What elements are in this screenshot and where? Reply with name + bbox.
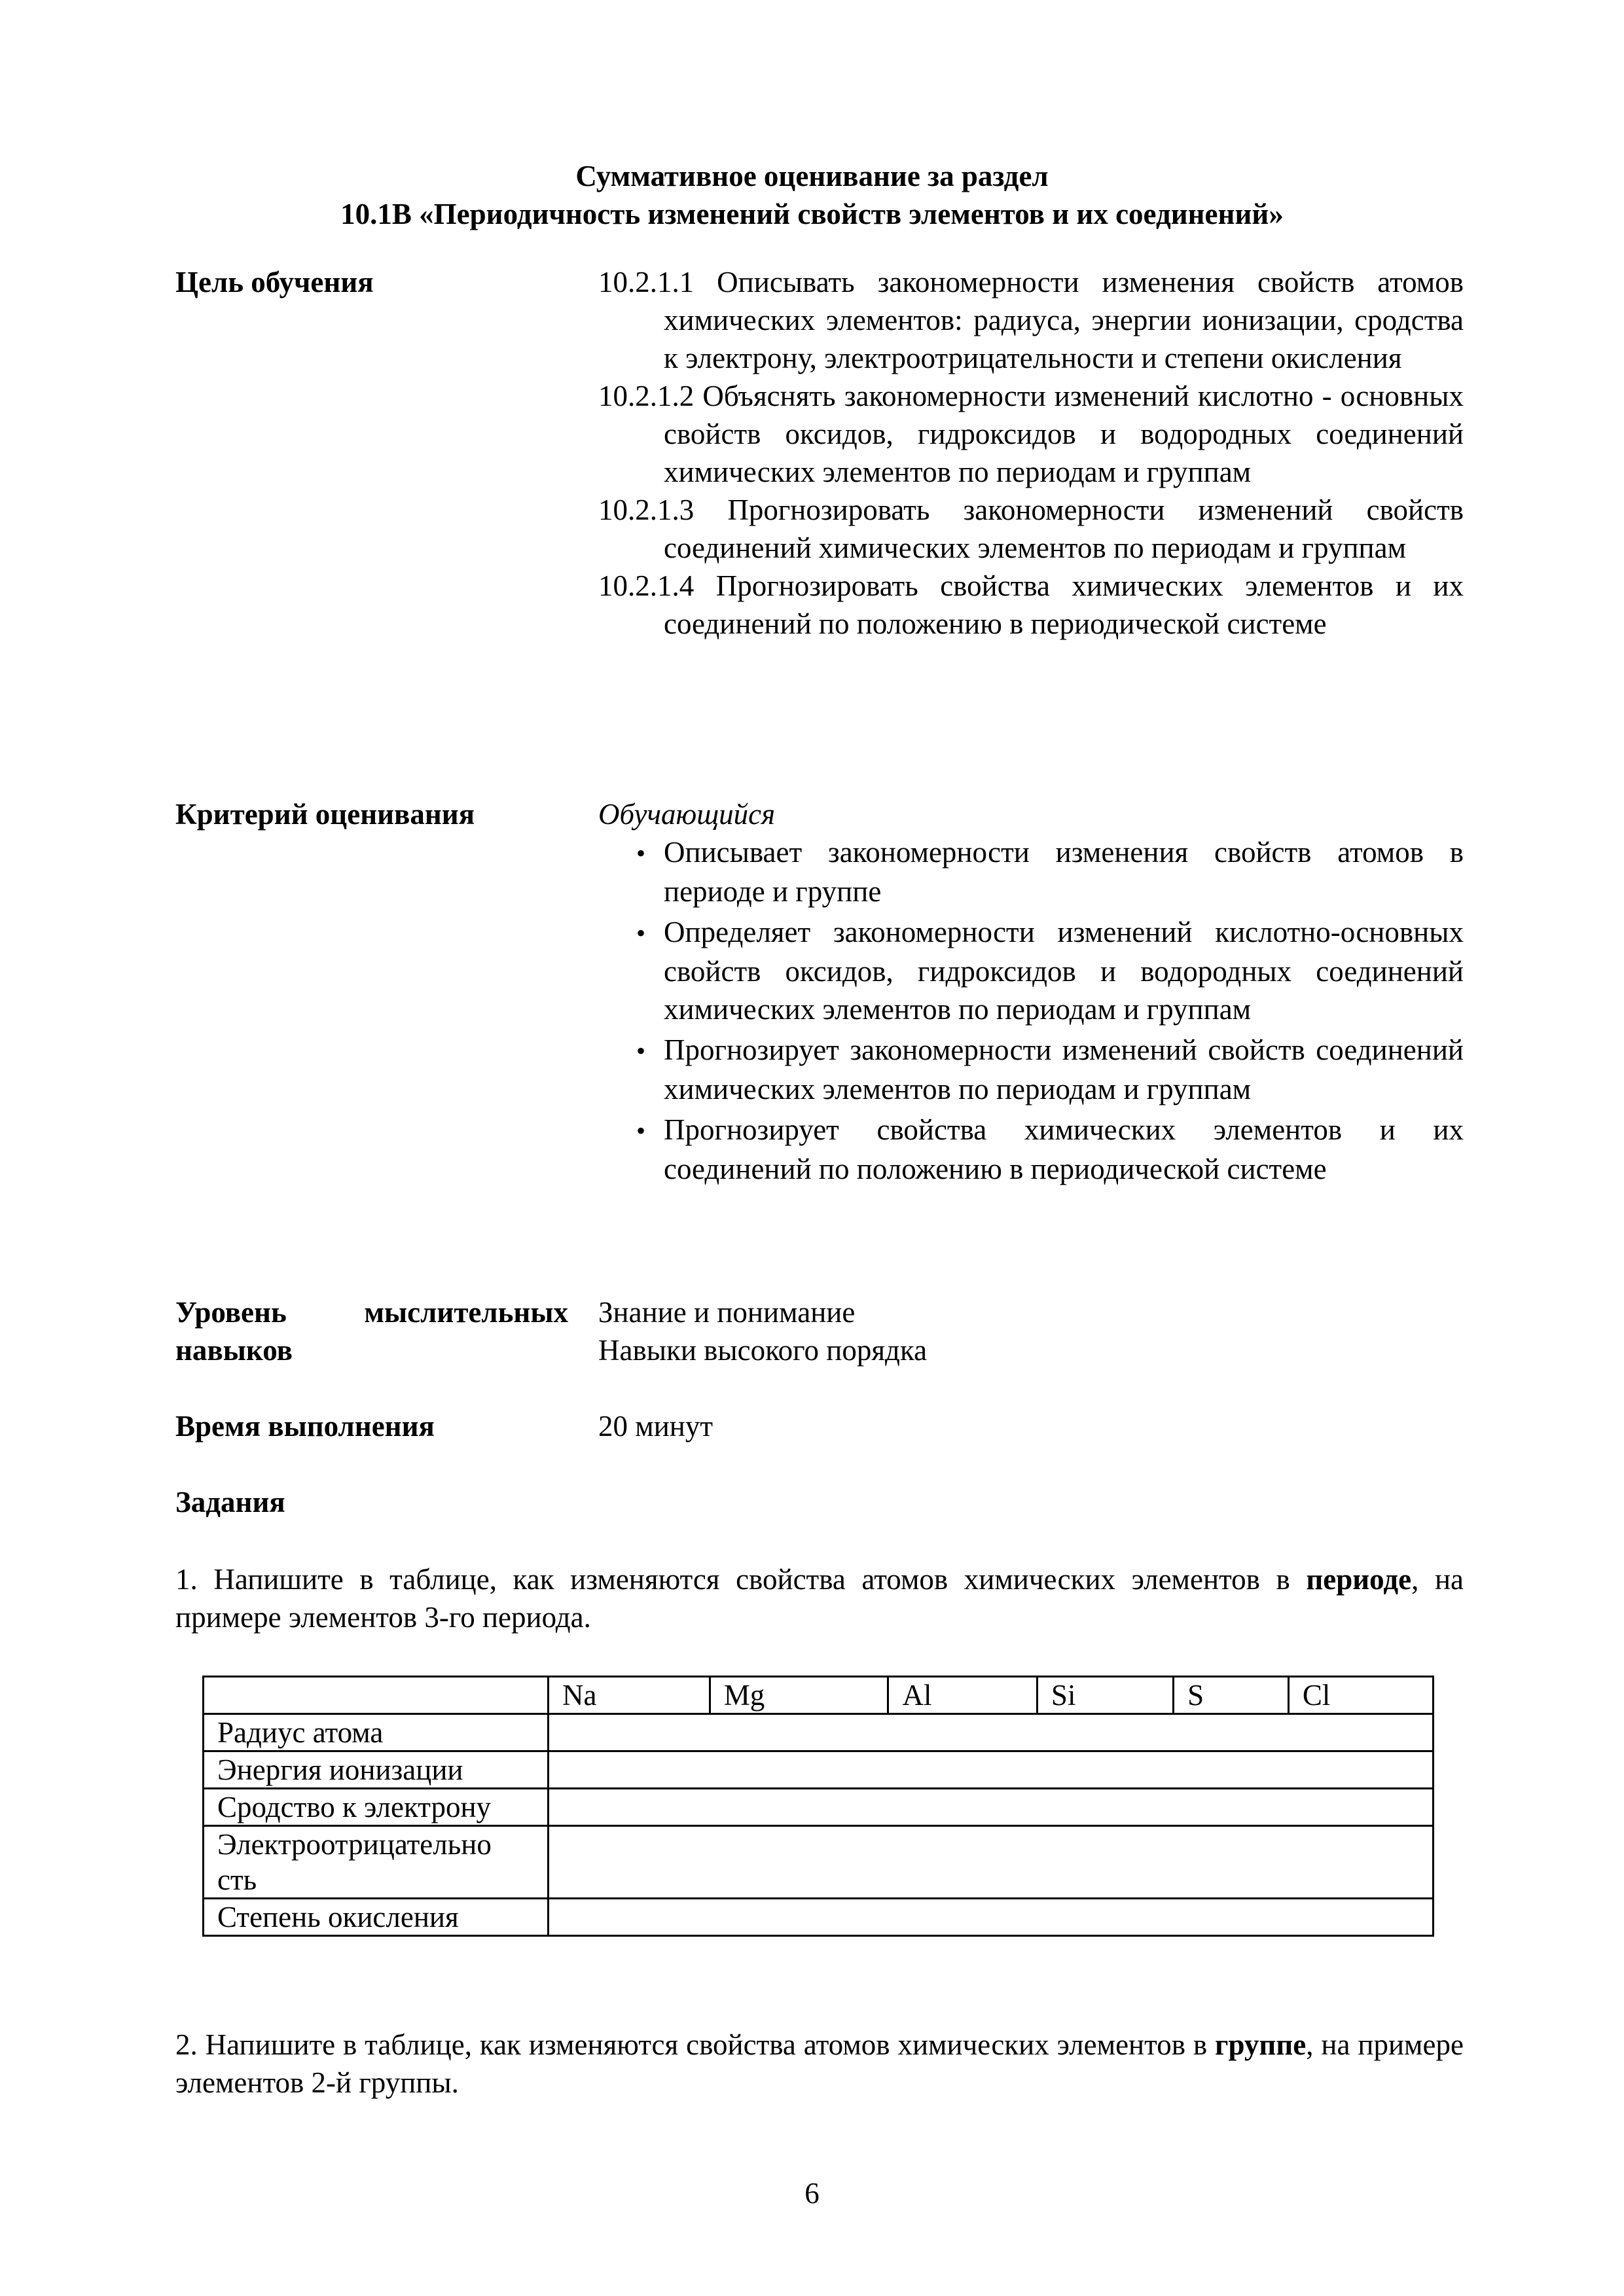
criteria-item <box>598 913 1464 1028</box>
criteria-item-text: Описывает закономерности изменения свойств атомов в периоде и группе <box>664 836 1464 908</box>
learning-goal-item: 10.2.1.3 Прогнозировать закономерности изменений свойств соединений химических элементов по периодам и группам <box>598 493 1464 564</box>
criteria-label: Критерий оценивания <box>175 798 475 831</box>
table-corner-cell <box>204 1677 549 1714</box>
task-1 <box>175 1560 1464 1636</box>
task-1-text-end: , на примере элементов 3-го периода. <box>175 1563 1464 1634</box>
bullet-icon: • <box>636 838 646 868</box>
time-label: Время выполнения <box>175 1410 435 1443</box>
learning-goal-list <box>598 263 1464 643</box>
task-2 <box>175 2026 1464 2102</box>
criteria-item-text: Прогнозирует свойства химических элементов и их соединений по положению в периодической системе <box>664 1113 1464 1185</box>
table-row-label: Энергия ионизации <box>204 1751 549 1789</box>
tasks-heading: Задания <box>175 1486 285 1518</box>
table-row-label: Радиус атома <box>204 1714 549 1751</box>
criteria-item <box>598 833 1464 910</box>
table-column-header: Cl <box>1288 1677 1433 1714</box>
time-value: 20 минут <box>598 1410 713 1443</box>
task-2-bold: группе <box>1215 2028 1307 2061</box>
table-answer-cell[interactable] <box>549 1714 1434 1751</box>
task-1-bold: периоде <box>1306 1563 1412 1596</box>
task-2-text: 2. Напишите в таблице, как изменяются свойства атомов химических элементов в <box>175 2028 1216 2061</box>
table-answer-cell[interactable] <box>549 1899 1434 1936</box>
bullet-icon: • <box>636 1116 646 1145</box>
thinking-level-label-line2: навыков <box>175 1334 293 1367</box>
table-answer-cell[interactable] <box>549 1789 1434 1826</box>
criteria-list <box>598 795 1464 1191</box>
table-row-label: Сродство к электрону <box>204 1789 549 1826</box>
bullet-icon: • <box>636 1036 646 1066</box>
table-row-label: Электроотрицательно сть <box>204 1826 549 1899</box>
table-row <box>204 1751 1434 1789</box>
table-column-header: Na <box>549 1677 710 1714</box>
table-row <box>204 1714 1434 1751</box>
learning-goal-item: 10.2.1.2 Объяснять закономерности изменений кислотно - основных свойств оксидов, гидроксидов и водородных соединений химических элементов по периодам и группам <box>598 380 1464 488</box>
criteria-item-text: Определяет закономерности изменений кислотно-основных свойств оксидов, гидроксидов и водородных соединений химических элементов по периодам и группам <box>664 916 1464 1026</box>
bullet-icon: • <box>636 918 646 948</box>
learning-goal-item: 10.2.1.1 Описывать закономерности изменения свойств атомов химических элементов: радиуса, энергии ионизации, сродства к электрону, электроотрицательности и степени окисления <box>598 266 1464 374</box>
thinking-level-label-line1: Уровень мыслительных <box>175 1296 568 1329</box>
document-title-line2: 10.1В «Периодичность изменений свойств элементов и их соединений» <box>340 198 1284 230</box>
criteria-item <box>598 1111 1464 1188</box>
period-properties-table <box>202 1676 1434 1937</box>
learning-goal-label: Цель обучения <box>175 266 374 298</box>
table-row-label: Степень окисления <box>204 1899 549 1936</box>
task-2-text-end: , на примере элементов 2-й группы. <box>175 2028 1464 2099</box>
table-column-header: Mg <box>710 1677 888 1714</box>
table-header-row <box>204 1677 1434 1714</box>
table-row <box>204 1789 1434 1826</box>
document-title-line1: Суммативное оценивание за раздел <box>575 160 1049 192</box>
table-column-header: Al <box>888 1677 1037 1714</box>
thinking-level-value-line2: Навыки высокого порядка <box>598 1334 928 1367</box>
table-row <box>204 1899 1434 1936</box>
task-1-text: 1. Напишите в таблице, как изменяются свойства атомов химических элементов в <box>175 1563 1307 1596</box>
criteria-intro: Обучающийся <box>598 798 776 831</box>
learning-goal-item: 10.2.1.4 Прогнозировать свойства химических элементов и их соединений по положению в периодической системе <box>598 569 1464 640</box>
table-column-header: Si <box>1037 1677 1173 1714</box>
thinking-level-value-line1: Знание и понимание <box>598 1296 856 1329</box>
table-row <box>204 1826 1434 1899</box>
table-column-header: S <box>1174 1677 1289 1714</box>
table-answer-cell[interactable] <box>549 1751 1434 1789</box>
page-number: 6 <box>804 2177 820 2210</box>
table-answer-cell[interactable] <box>549 1826 1434 1899</box>
criteria-item <box>598 1031 1464 1108</box>
criteria-item-text: Прогнозирует закономерности изменений свойств соединений химических элементов по периодам и группам <box>664 1033 1464 1105</box>
